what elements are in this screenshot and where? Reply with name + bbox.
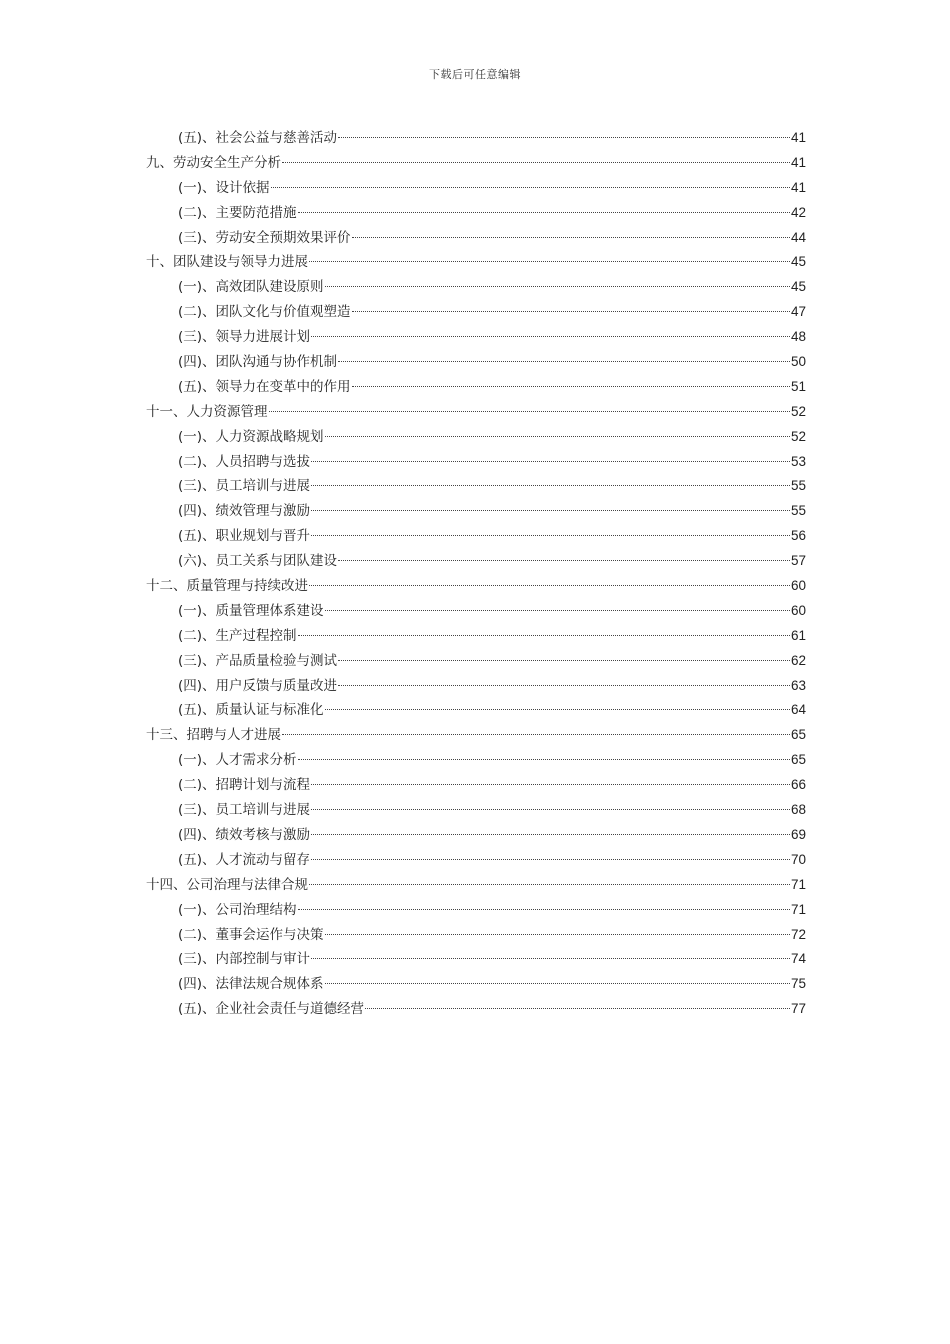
toc-entry-title: (二)、生产过程控制: [178, 627, 297, 644]
toc-entry-title: (四)、法律法规合规体系: [178, 976, 324, 993]
toc-entry-title: (五)、领导力在变革中的作用: [178, 378, 351, 395]
toc-page-number: 47: [790, 304, 806, 320]
toc-dot-leader: [282, 162, 790, 163]
toc-page-number: 42: [790, 204, 806, 220]
table-of-contents: [146, 126, 806, 1022]
toc-entry-title: (一)、质量管理体系建设: [178, 602, 324, 619]
toc-dot-leader: [282, 734, 790, 735]
toc-chapter-entry[interactable]: [146, 873, 806, 898]
toc-entry-title: 十一、人力资源管理: [146, 403, 268, 420]
toc-page-number: 61: [790, 627, 806, 643]
toc-entry-title: 九、劳动安全生产分析: [146, 154, 281, 171]
toc-dot-leader: [309, 261, 790, 262]
toc-section-entry[interactable]: [146, 649, 806, 674]
toc-entry-title: (三)、产品质量检验与测试: [178, 652, 338, 669]
toc-page-number: 48: [790, 329, 806, 345]
toc-entry-title: (五)、人才流动与留存: [178, 851, 311, 868]
toc-dot-leader: [271, 187, 790, 188]
toc-entry-title: (一)、高效团队建设原则: [178, 279, 324, 296]
toc-dot-leader: [325, 436, 790, 437]
toc-section-entry[interactable]: [146, 823, 806, 848]
toc-entry-title: (一)、人才需求分析: [178, 752, 297, 769]
toc-dot-leader: [352, 237, 790, 238]
toc-section-entry[interactable]: [146, 997, 806, 1022]
toc-dot-leader: [325, 934, 790, 935]
toc-dot-leader: [309, 585, 790, 586]
toc-entry-title: (三)、劳动安全预期效果评价: [178, 229, 351, 246]
toc-entry-title: (五)、职业规划与晋升: [178, 528, 311, 545]
toc-entry-title: (五)、社会公益与慈善活动: [178, 130, 338, 146]
toc-dot-leader: [352, 311, 790, 312]
toc-section-entry[interactable]: [146, 773, 806, 798]
toc-entry-title: (二)、人员招聘与选拔: [178, 453, 311, 470]
toc-page-number: 71: [790, 901, 806, 917]
toc-chapter-entry[interactable]: [146, 151, 806, 176]
toc-section-entry[interactable]: [146, 474, 806, 499]
toc-section-entry[interactable]: [146, 226, 806, 251]
toc-dot-leader: [311, 336, 790, 337]
toc-page-number: 77: [790, 1001, 806, 1017]
toc-dot-leader: [325, 610, 790, 611]
toc-page-number: 66: [790, 777, 806, 793]
toc-page-number: 62: [790, 652, 806, 668]
toc-dot-leader: [298, 212, 790, 213]
toc-page-number: 52: [790, 428, 806, 444]
toc-entry-title: (四)、用户反馈与质量改进: [178, 677, 338, 694]
toc-dot-leader: [298, 909, 790, 910]
toc-entry-title: (二)、主要防范措施: [178, 204, 297, 221]
toc-section-entry[interactable]: [146, 748, 806, 773]
toc-entry-title: (一)、公司治理结构: [178, 901, 297, 918]
toc-entry-title: (三)、内部控制与审计: [178, 951, 311, 968]
toc-entry-title: (四)、绩效考核与激励: [178, 826, 311, 843]
toc-page-number: 51: [790, 378, 806, 394]
toc-dot-leader: [352, 386, 790, 387]
toc-section-entry[interactable]: [146, 624, 806, 649]
toc-page-number: 63: [790, 677, 806, 693]
toc-page-number: 75: [790, 976, 806, 992]
toc-page-number: 65: [790, 752, 806, 768]
toc-section-entry[interactable]: [146, 674, 806, 699]
toc-entry-title: 十二、质量管理与持续改进: [146, 578, 308, 595]
toc-entry-title: (一)、人力资源战略规划: [178, 428, 324, 445]
toc-page-number: 55: [790, 503, 806, 519]
toc-entry-title: (二)、招聘计划与流程: [178, 777, 311, 794]
toc-dot-leader: [338, 137, 790, 138]
toc-entry-title: (五)、企业社会责任与道德经营: [178, 1001, 365, 1018]
toc-page-number: 60: [790, 602, 806, 618]
toc-entry-title: (二)、团队文化与价值观塑造: [178, 304, 351, 321]
toc-entry-title: (五)、质量认证与标准化: [178, 702, 324, 719]
toc-section-entry[interactable]: [146, 524, 806, 549]
toc-section-entry[interactable]: [146, 300, 806, 325]
toc-section-entry[interactable]: [146, 947, 806, 972]
toc-page-number: 45: [790, 254, 806, 270]
toc-entry-title: 十三、招聘与人才进展: [146, 727, 281, 744]
toc-dot-leader: [365, 1008, 790, 1009]
toc-page-number: 64: [790, 702, 806, 718]
toc-section-entry[interactable]: [146, 972, 806, 997]
toc-dot-leader: [311, 809, 790, 810]
toc-page-number: 53: [790, 453, 806, 469]
toc-dot-leader: [325, 286, 790, 287]
toc-dot-leader: [325, 983, 790, 984]
toc-dot-leader: [311, 834, 790, 835]
toc-page-number: 71: [790, 876, 806, 892]
toc-dot-leader: [311, 535, 790, 536]
toc-section-entry[interactable]: [146, 898, 806, 923]
toc-dot-leader: [338, 660, 790, 661]
toc-entry-title: (六)、员工关系与团队建设: [178, 553, 338, 570]
toc-dot-leader: [311, 485, 790, 486]
toc-section-entry[interactable]: [146, 798, 806, 823]
toc-chapter-entry[interactable]: [146, 250, 806, 275]
toc-entry-title: (一)、设计依据: [178, 179, 270, 196]
toc-page-number: 60: [790, 578, 806, 594]
toc-dot-leader: [311, 784, 790, 785]
toc-page-number: 74: [790, 951, 806, 967]
toc-entry-title: (三)、领导力进展计划: [178, 329, 311, 346]
toc-dot-leader: [309, 884, 790, 885]
toc-section-entry[interactable]: [146, 425, 806, 450]
toc-section-entry[interactable]: [146, 126, 806, 151]
toc-section-entry[interactable]: [146, 176, 806, 201]
toc-entry-title: 十四、公司治理与法律合规: [146, 876, 308, 893]
toc-dot-leader: [311, 958, 790, 959]
toc-section-entry[interactable]: [146, 923, 806, 948]
toc-page-number: 44: [790, 229, 806, 245]
toc-page-number: 41: [790, 179, 806, 195]
toc-page-number: 68: [790, 802, 806, 818]
toc-dot-leader: [311, 859, 790, 860]
toc-section-entry[interactable]: [146, 201, 806, 226]
toc-dot-leader: [325, 709, 790, 710]
toc-dot-leader: [269, 411, 790, 412]
toc-page-number: 57: [790, 553, 806, 569]
toc-section-entry[interactable]: [146, 450, 806, 475]
toc-page-number: 41: [790, 154, 806, 170]
toc-dot-leader: [298, 759, 790, 760]
toc-dot-leader: [338, 560, 790, 561]
toc-chapter-entry[interactable]: [146, 400, 806, 425]
toc-chapter-entry[interactable]: [146, 574, 806, 599]
toc-dot-leader: [338, 361, 790, 362]
toc-dot-leader: [298, 635, 790, 636]
toc-page-number: 45: [790, 279, 806, 295]
toc-entry-title: 十、团队建设与领导力进展: [146, 254, 308, 271]
toc-page-number: 52: [790, 403, 806, 419]
toc-section-entry[interactable]: [146, 549, 806, 574]
toc-dot-leader: [311, 461, 790, 462]
toc-entry-title: (三)、员工培训与进展: [178, 802, 311, 819]
toc-page-number: 70: [790, 851, 806, 867]
toc-section-entry[interactable]: [146, 599, 806, 624]
toc-entry-title: (二)、董事会运作与决策: [178, 926, 324, 943]
toc-section-entry[interactable]: [146, 275, 806, 300]
toc-page-number: 69: [790, 826, 806, 842]
toc-dot-leader: [311, 510, 790, 511]
toc-section-entry[interactable]: [146, 375, 806, 400]
toc-dot-leader: [338, 685, 790, 686]
toc-entry-title: (四)、团队沟通与协作机制: [178, 354, 338, 371]
toc-entry-title: (三)、员工培训与进展: [178, 478, 311, 495]
toc-section-entry[interactable]: [146, 698, 806, 723]
toc-section-entry[interactable]: [146, 848, 806, 873]
toc-page-number: 65: [790, 727, 806, 743]
toc-section-entry[interactable]: [146, 350, 806, 375]
toc-chapter-entry[interactable]: [146, 723, 806, 748]
toc-page-number: 72: [790, 926, 806, 942]
toc-page-number: 56: [790, 528, 806, 544]
toc-page-number: 41: [790, 130, 806, 145]
toc-page-number: 55: [790, 478, 806, 494]
toc-section-entry[interactable]: [146, 325, 806, 350]
toc-page-number: 50: [790, 354, 806, 370]
toc-section-entry[interactable]: [146, 499, 806, 524]
page-header: 下载后可任意编辑: [429, 68, 521, 81]
toc-entry-title: (四)、绩效管理与激励: [178, 503, 311, 520]
